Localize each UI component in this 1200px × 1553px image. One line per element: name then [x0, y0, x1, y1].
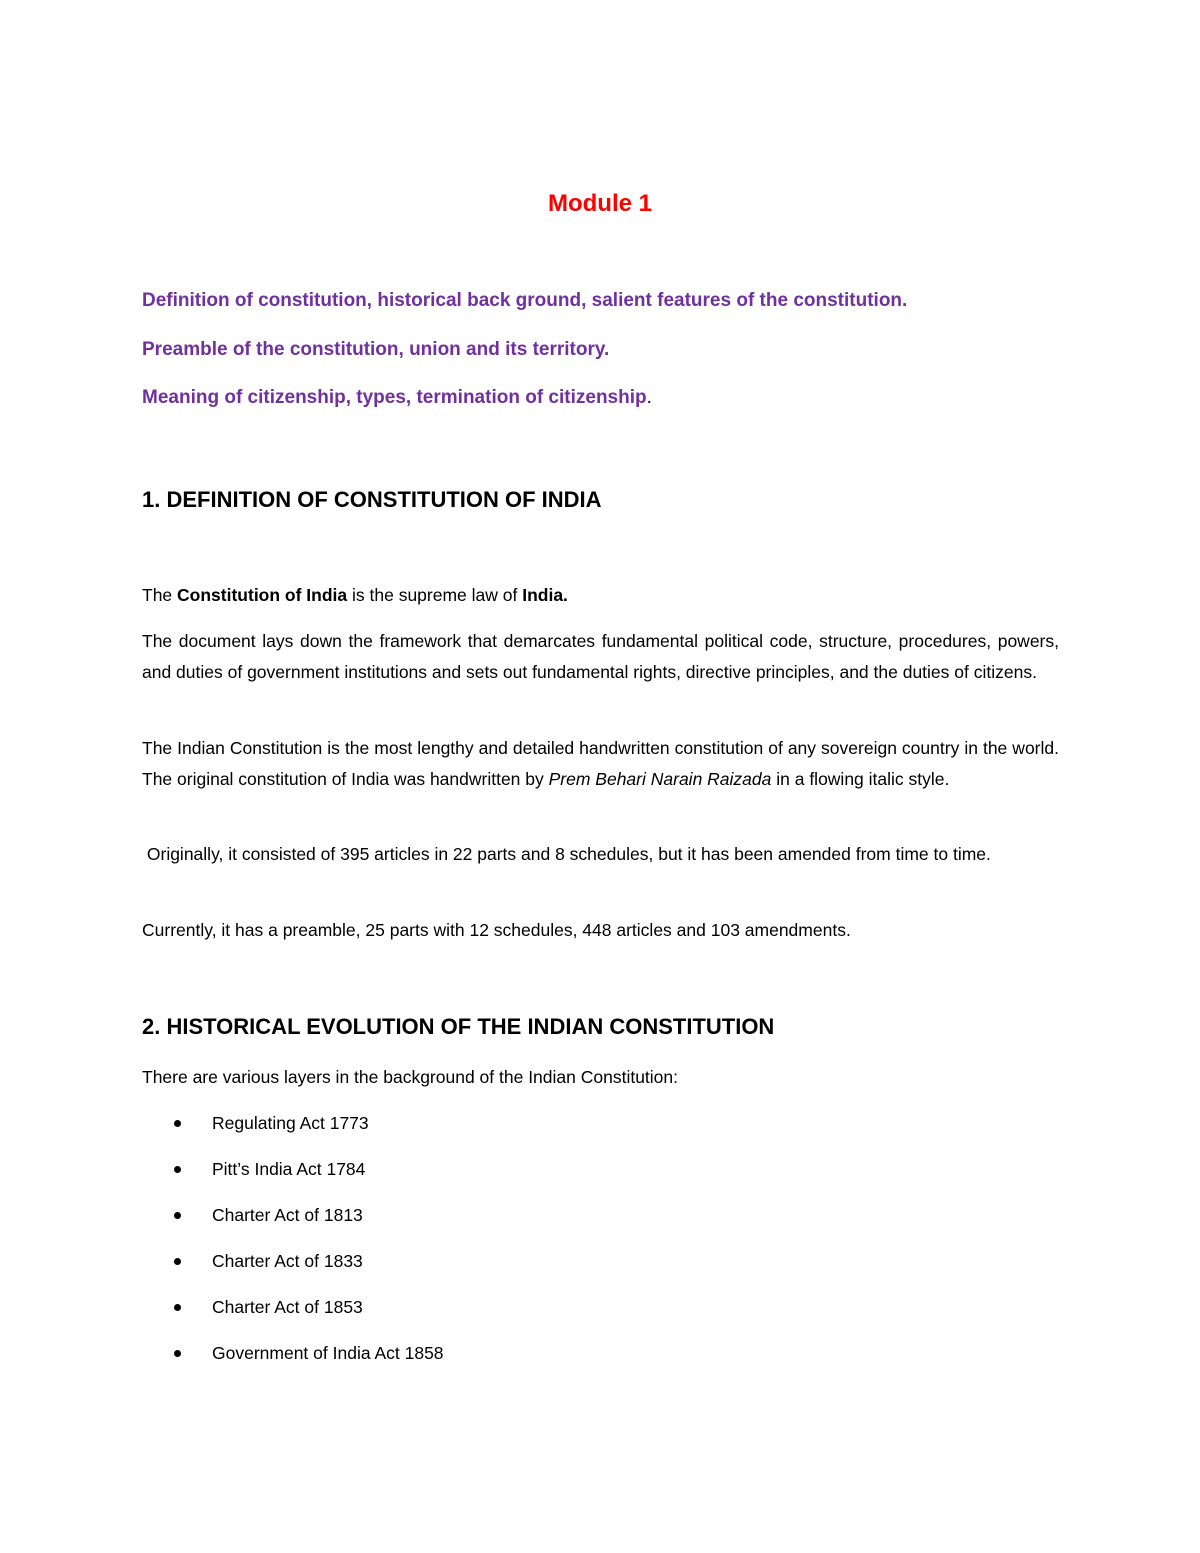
section-1-paragraph-5: Currently, it has a preamble, 25 parts with 12 schedules, 448 articles and 103 amendments.	[142, 920, 851, 940]
objective-line-2: Preamble of the constitution, union and its territory.	[142, 339, 610, 360]
section-1-paragraph-4: Originally, it consisted of 395 articles in 22 parts and 8 schedules, but it has been amended from time to time.	[142, 844, 991, 864]
section-2-heading: 2. HISTORICAL EVOLUTION OF THE INDIAN CONSTITUTION	[142, 1014, 775, 1039]
objective-line-3-period: .	[646, 387, 652, 408]
acts-bullet-list	[142, 1108, 1042, 1384]
module-title: Module 1	[547, 190, 652, 217]
objective-line-3-text: Meaning of citizenship, types, termination of citizenship	[142, 387, 647, 408]
list-item	[142, 1292, 1042, 1338]
list-item-text: Charter Act of 1853	[212, 1297, 363, 1317]
list-item-text: Pitt’s India Act 1784	[212, 1159, 366, 1179]
bullet-icon	[174, 1258, 181, 1265]
p1-text-c: is the supreme law of	[347, 585, 523, 605]
bullet-icon	[174, 1120, 181, 1127]
bullet-icon	[174, 1212, 181, 1219]
list-item-text: Government of India Act 1858	[212, 1343, 444, 1363]
list-item-text: Charter Act of 1833	[212, 1251, 363, 1271]
section-1-heading: 1. DEFINITION OF CONSTITUTION OF INDIA	[142, 487, 602, 512]
p1-india-bold: India.	[522, 585, 568, 605]
list-item-text: Regulating Act 1773	[212, 1113, 369, 1133]
list-item	[142, 1108, 1042, 1154]
p1-text-a: The	[142, 585, 178, 605]
list-item-text: Charter Act of 1813	[212, 1205, 363, 1225]
bullet-icon	[174, 1350, 181, 1357]
section-1-paragraph-1	[142, 580, 1059, 611]
bullet-icon	[174, 1304, 181, 1311]
objective-line-3	[142, 387, 1102, 409]
list-item	[142, 1338, 1042, 1384]
bullet-icon	[174, 1166, 181, 1173]
section-1-paragraph-3	[142, 733, 1059, 795]
list-item	[142, 1246, 1042, 1292]
list-item	[142, 1154, 1042, 1200]
section-1-paragraph-2: The document lays down the framework that demarcates fundamental political code, structure, procedures, powers, and duties of government institutions and sets out fundamental rights, directive principles, and the duties of citizens.	[142, 631, 1059, 682]
objective-line-1: Definition of constitution, historical back ground, salient features of the constitution.	[142, 290, 908, 311]
p3-text-a: The Indian Constitution is the most lengthy and detailed handwritten constitution of any sovereign country in the world. The original constitution of India was handwritten by	[142, 738, 1059, 789]
list-item	[142, 1200, 1042, 1246]
section-2-intro: There are various layers in the background of the Indian Constitution:	[142, 1067, 679, 1087]
p1-constitution-bold: Constitution of India	[177, 585, 348, 605]
p3-text-c: in a flowing italic style.	[771, 769, 950, 789]
p3-author-italic: Prem Behari Narain Raizada	[548, 769, 772, 789]
